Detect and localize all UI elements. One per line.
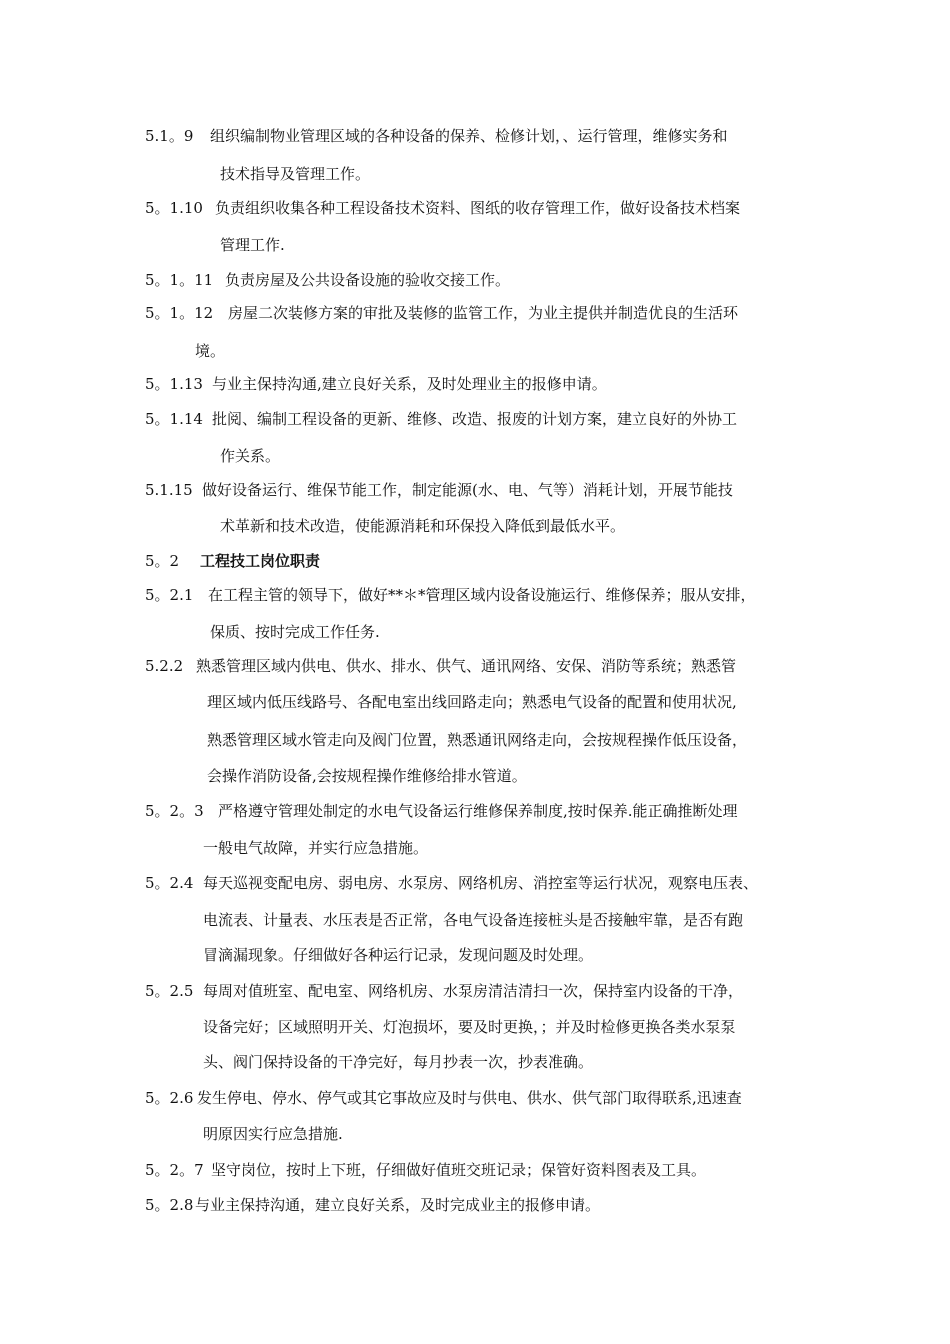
item-text: 严格遵守管理处制定的水电气设备运行维修保养制度,按时保养.能正确推断处理: [218, 802, 738, 820]
item-text: 明原因实行应急措施.: [203, 1125, 343, 1143]
item-text: 坚守岗位，按时上下班，仔细做好值班交班记录；保管好资料图表及工具。: [211, 1161, 707, 1179]
item-text: 理区域内低压线路号、各配电室出线回路走向；熟悉电气设备的配置和使用状况,: [207, 693, 737, 711]
item-text: 每天巡视变配电房、弱电房、水泵房、网络机房、消控室等运行状况，观察电压表、: [203, 874, 759, 892]
item-text: 术革新和技术改造，使能源消耗和环保投入降低到最低水平。: [220, 517, 626, 535]
item-text: 冒滴漏现象。仔细做好各种运行记录，发现问题及时处理。: [203, 946, 594, 964]
item-text: 电流表、计量表、水压表是否正常，各电气设备连接桩头是否接触牢靠，是否有跑: [203, 911, 744, 929]
item-text: 设备完好；区域照明开关、灯泡损坏，要及时更换，；并及时检修更换各类水泵泵: [203, 1018, 736, 1036]
item-number: 5。2.5: [145, 982, 194, 1000]
item-text: 与业主保持沟通，建立良好关系，及时完成业主的报修申请。: [195, 1196, 601, 1214]
item-number: 5.2.2: [145, 657, 184, 675]
item-text: 每周对值班室、配电室、网络机房、水泵房清洁清扫一次，保持室内设备的干净，: [203, 982, 744, 1000]
item-number: 5。1.14: [145, 410, 203, 428]
item-number: 5。1.13: [145, 375, 203, 393]
section-title: 工程技工岗位职责: [200, 552, 321, 570]
item-number: 5。2.6: [145, 1089, 194, 1107]
item-number: 5.1.15: [145, 481, 193, 499]
item-text: 发生停电、停水、停气或其它事故应及时与供电、供水、供气部门取得联系,迅速查: [197, 1089, 742, 1107]
item-text: 一般电气故障，并实行应急措施。: [203, 839, 429, 857]
item-text: 境。: [195, 342, 226, 360]
item-text: 头、阀门保持设备的干净完好，每月抄表一次，抄表准确。: [203, 1053, 594, 1071]
item-text: 与业主保持沟通,建立良好关系，及时处理业主的报修申请。: [212, 375, 607, 393]
item-number: 5。2。7: [145, 1161, 204, 1179]
item-number: 5。2。3: [145, 802, 204, 820]
item-text: 技术指导及管理工作。: [220, 165, 371, 183]
item-text: 管理工作.: [220, 236, 285, 254]
item-number: 5。1。12: [145, 304, 214, 322]
item-text: 批阅、编制工程设备的更新、维修、改造、报废的计划方案，建立良好的外协工: [212, 410, 738, 428]
section-number: 5。2: [145, 552, 180, 570]
item-text: 熟悉管理区域内供电、供水、排水、供气、通讯网络、安保、消防等系统；熟悉管: [196, 657, 737, 675]
item-text: 作关系。: [220, 447, 281, 465]
item-number: 5.1。9: [145, 127, 194, 145]
item-text: 房屋二次装修方案的审批及装修的监管工作，为业主提供并制造优良的生活环: [228, 304, 739, 322]
item-number: 5。2.4: [145, 874, 194, 892]
item-text: 会操作消防设备,会按规程操作维修给排水管道。: [207, 767, 527, 785]
item-text: 在工程主管的领导下，做好**＊*管理区域内设备设施运行、维修保养；服从安排，: [208, 586, 756, 604]
item-number: 5。1。11: [145, 271, 214, 289]
item-number: 5。2.8: [145, 1196, 194, 1214]
item-number: 5。2.1: [145, 586, 194, 604]
item-text: 组织编制物业管理区域的各种设备的保养、检修计划，、运行管理，维修实务和: [210, 127, 728, 145]
item-text: 负责组织收集各种工程设备技术资料、图纸的收存管理工作，做好设备技术档案: [215, 199, 741, 217]
item-text: 熟悉管理区域水管走向及阀门位置，熟悉通讯网络走向，会按规程操作低压设备，: [207, 731, 748, 749]
item-text: 做好设备运行、维保节能工作，制定能源(水、电、气等）消耗计划，开展节能技: [202, 481, 733, 499]
item-text: 负责房屋及公共设备设施的验收交接工作。: [225, 271, 511, 289]
item-number: 5。1.10: [145, 199, 203, 217]
item-text: 保质、按时完成工作任务.: [210, 623, 380, 641]
